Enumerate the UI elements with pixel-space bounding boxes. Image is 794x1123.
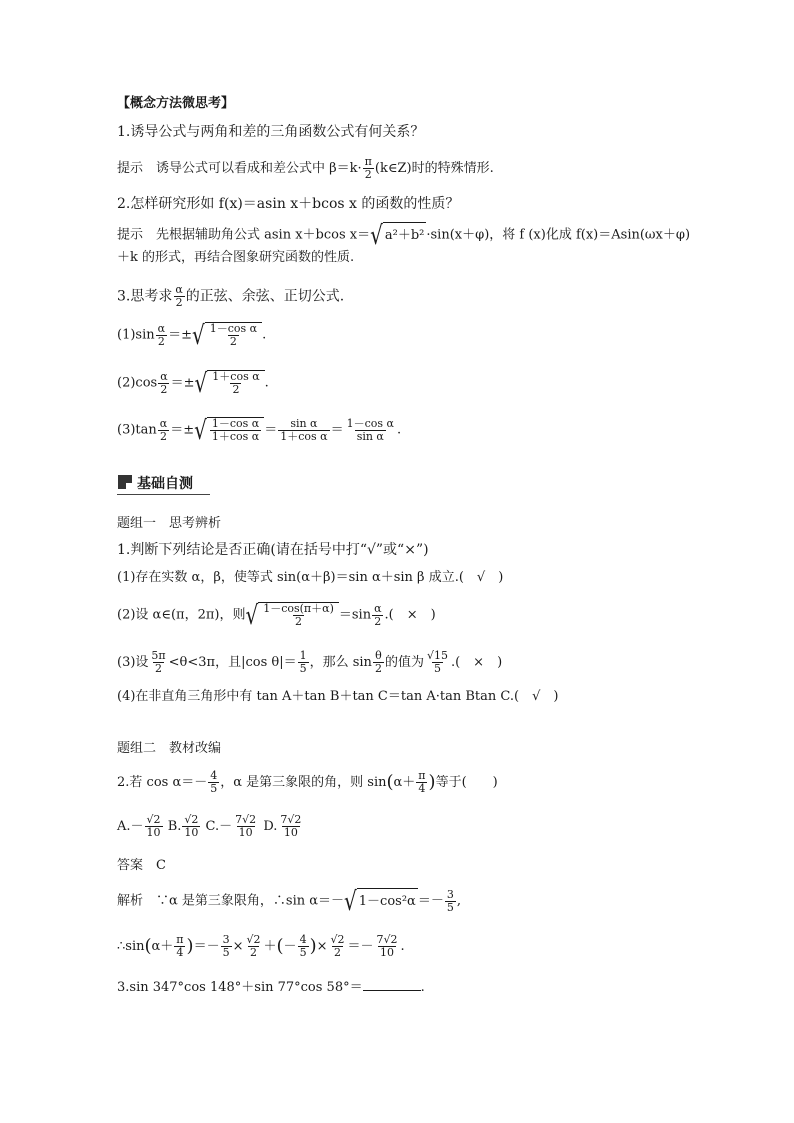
group1-title: 题组一 思考辨析 — [117, 516, 222, 531]
answer-blank[interactable] — [363, 978, 421, 991]
s3-mid2: ，那么 sin — [309, 655, 372, 670]
fraction-3-5: $\frac{3}{5}$ — [222, 933, 230, 959]
think-a1-prefix: 提示 诱导公式可以看成和差公式中 β＝k· — [117, 161, 362, 176]
q3-prefix: 3.sin 347°cos 148°＋sin 77°cos 58°＝ — [117, 980, 363, 995]
q3-suffix: . — [420, 980, 425, 995]
group2-q3 — [117, 978, 425, 996]
q2-mid: ，α 是第三象限的角，则 sin — [220, 775, 387, 790]
option-c: C.－ $\frac{7√2}{10}$ — [205, 813, 257, 839]
period: . — [264, 375, 269, 391]
pi-over-2-fraction: $\frac{\pi}{2}$ — [364, 155, 372, 181]
alpha-half-fraction: $\frac{\alpha}{2}$ — [175, 283, 183, 309]
fraction-7sqrt2-10: $\frac{7√2}{10}$ — [376, 933, 398, 959]
think-q1: 1.诱导公式与两角和差的三角函数公式有何关系？ — [117, 124, 425, 140]
option-b: B. $\frac{√2}{10}$ — [167, 813, 199, 839]
fraction-sqrt2-2: $\frac{√2}{2}$ — [246, 933, 261, 959]
formula-sin-half — [117, 319, 267, 351]
fraction-sqrt15-5: $\frac{√15}{5}$ — [426, 649, 448, 675]
group1-s1: (1)存在实数 α，β，使等式 sin(α＋β)＝sin α＋sin β 成立.( √ ) — [117, 570, 504, 585]
sqrt-a2-b2: √ a²＋b² — [370, 219, 425, 251]
equals: ＝ — [330, 422, 344, 438]
q2-prefix: 2.若 cos α＝－ — [117, 775, 208, 790]
sol1-mid: ＝－ — [417, 893, 444, 909]
think-a1-suffix: (k∈Z)时的特殊情形. — [374, 161, 494, 176]
fraction-theta-2: $\frac{\theta}{2}$ — [374, 649, 382, 675]
s3-suffix: .( × ) — [450, 655, 503, 670]
sqrt-fraction: √ $\frac{\text{1＋cos α}}{2}$ — [195, 370, 265, 396]
sqrt-fraction: √ $\frac{\text{1－cos α}}{\text{1＋cos α}}$ — [194, 417, 264, 443]
group2-title: 题组二 教材改编 — [117, 741, 222, 756]
group1-s3 — [117, 650, 502, 675]
sol2-times: × — [232, 939, 244, 954]
fraction-4-5: $\frac{4}{5}$ — [299, 933, 307, 959]
equals-plus-minus: ＝± — [170, 375, 195, 391]
period: . — [262, 327, 267, 343]
option-d: D. $\frac{7√2}{10}$ — [263, 813, 302, 839]
q2-suffix: 等于( ) — [435, 775, 498, 790]
formula-tan-label: (3)tan — [117, 422, 157, 438]
think-a2-line1 — [117, 219, 691, 251]
sol2-minus: － — [283, 939, 297, 954]
alpha-half-fraction: $\frac{\alpha}{2}$ — [159, 416, 168, 443]
tan-end-fraction: $\frac{\text{1－cos α}}{\text{sin α}}$ — [346, 416, 394, 443]
section-square-icon — [118, 475, 132, 489]
think-header: 【概念方法微思考】 — [117, 96, 235, 111]
sol2-prefix: ∴sin — [117, 939, 145, 954]
sol1-prefix: 解析 ∵α 是第三象限角，∴sin α＝－ — [117, 893, 345, 909]
sqrt-1-cos2: √ 1－cos²α — [344, 885, 416, 917]
group1-s2 — [117, 599, 436, 631]
equals-plus-minus: ＝± — [170, 422, 195, 438]
alpha-half-fraction: $\frac{\alpha}{2}$ — [160, 369, 168, 396]
group2-options — [117, 814, 304, 839]
sol2-plus: ＋ — [263, 939, 277, 954]
s2-mid: ＝sin — [338, 607, 372, 623]
alpha-half-fraction: $\frac{\alpha}{2}$ — [157, 321, 166, 348]
s2-prefix: (2)设 α∈(π，2π)，则 — [117, 607, 246, 623]
think-a2-line2: ＋k 的形式，再结合图象研究函数的性质. — [117, 250, 355, 265]
group2-q2: 2.若 cos α＝－ $\frac{4}{5}$ ，α 是第三象限的角，则 sin(α＋ $\frac{\pi}{4}$ )等于( ) — [117, 769, 498, 795]
section-title: 基础自测 — [137, 476, 193, 492]
solution-line1 — [117, 885, 461, 917]
fraction-3-5: $\frac{3}{5}$ — [446, 887, 454, 914]
sol2-times2: × — [316, 939, 328, 954]
sqrt-fraction: √ $\frac{\text{1－cos α}}{2}$ — [192, 322, 262, 348]
section-header — [117, 470, 210, 495]
fraction-4-5: $\frac{4}{5}$ — [210, 769, 218, 795]
equals-plus-minus: ＝± — [168, 327, 192, 343]
fraction-pi-4: $\frac{\pi}{4}$ — [176, 933, 184, 959]
formula-cos-label: (2)cos — [117, 375, 158, 391]
group1-s4: (4)在非直角三角形中有 tan A＋tan B＋tan C＝tan A·tan Btan C.( √ ) — [117, 689, 559, 704]
period: . — [396, 422, 402, 438]
formula-sin-label: (1)sin — [117, 327, 155, 343]
think-a2-prefix: 提示 先根据辅助角公式 asin x＋bcos x＝ — [117, 227, 371, 243]
fraction-1-5: $\frac{1}{5}$ — [299, 649, 307, 675]
formula-tan-half — [117, 414, 402, 446]
sol2-eq2: ＝－ — [347, 939, 374, 954]
fraction-pi-4: $\frac{\pi}{4}$ — [418, 769, 426, 795]
equals: ＝ — [264, 422, 278, 438]
sol2-inner: α＋ — [151, 939, 174, 954]
think-q2: 2.怎样研究形如 f(x)＝asin x＋bcos x 的函数的性质？ — [117, 196, 460, 212]
s3-mid3: 的值为 — [384, 655, 424, 670]
s2-suffix: .( × ) — [384, 607, 436, 623]
sqrt-fraction: √ $\frac{1-\cos(\pi+\alpha)}{2}$ — [245, 602, 338, 628]
tan-mid-fraction: $\frac{\text{sin α}}{\text{1＋cos α}}$ — [280, 416, 328, 443]
answer-line: 答案 C — [117, 858, 166, 873]
q2-inner: α＋ — [393, 775, 416, 790]
sol2-suffix: . — [400, 939, 405, 954]
sol1-suffix: , — [456, 893, 461, 909]
fraction-5pi-2: $\frac{5\pi}{2}$ — [151, 649, 166, 675]
group1-q1: 1.判断下列结论是否正确(请在括号中打“√”或“×”) — [117, 542, 429, 558]
think-q3-prefix: 3.思考求 — [117, 288, 173, 305]
think-a1 — [117, 156, 494, 181]
sol2-eq: ＝－ — [193, 939, 220, 954]
fraction-sqrt2-2: $\frac{√2}{2}$ — [330, 933, 345, 959]
solution-line2: ∴sin(α＋ $\frac{\pi}{4}$ )＝－ $\frac{3}{5}$ × $\frac{√2}{2}$ ＋(－ $\frac{4}{5}$ )× $\frac{√2}{2}$ ＝－ $\frac{7√2}{10}$ . — [117, 933, 405, 959]
think-a2-suffix: ·sin(x＋φ)，将 f (x)化成 f(x)＝Asin(ωx＋φ) — [426, 227, 691, 243]
think-q3-suffix: 的正弦、余弦、正切公式. — [185, 288, 345, 305]
think-q3 — [117, 284, 344, 309]
s3-prefix: (3)设 — [117, 655, 149, 670]
option-a: A.－ $\frac{√2}{10}$ — [117, 813, 161, 839]
formula-cos-half — [117, 367, 269, 399]
s3-mid1: <θ<3π，且|cos θ|＝ — [168, 655, 297, 670]
alpha-half-fraction: $\frac{\alpha}{2}$ — [374, 601, 382, 628]
